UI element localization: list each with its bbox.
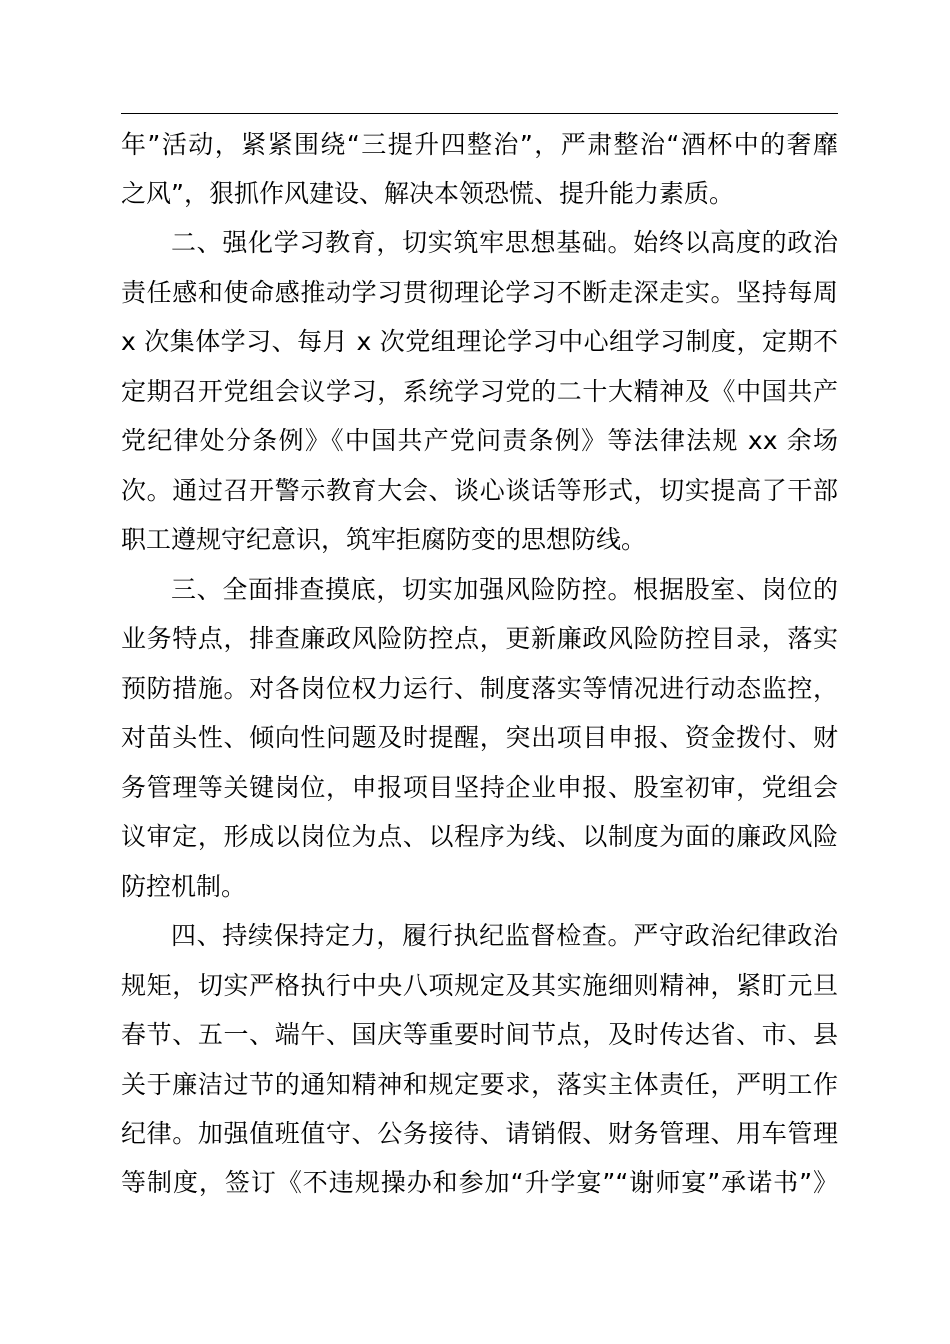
paragraph-4-line-5: 纪律。加强值班值守、公务接待、请销假、财务管理、用车管理 [121, 1119, 838, 1148]
paragraph-2-line-1: 二、强化学习教育，切实筑牢思想基础。始终以高度的政治 [171, 228, 838, 257]
paragraph-3-line-3: 预防措施。对各岗位权力运行、制度落实等情况进行动态监控， [121, 674, 838, 703]
paragraph-1-line-2: 之风”，狠抓作风建设、解决本领恐慌、提升能力素质。 [121, 179, 734, 208]
paragraph-2-line-4: 定期召开党组会议学习，系统学习党的二十大精神及《中国共产 [121, 377, 838, 406]
paragraph-3-line-5: 务管理等关键岗位，申报项目坚持企业申报、股室初审，党组会 [121, 773, 838, 802]
paragraph-4-line-4: 关于廉洁过节的通知精神和规定要求，落实主体责任，严明工作 [121, 1070, 838, 1099]
paragraph-3-line-6: 议审定，形成以岗位为点、以程序为线、以制度为面的廉政风险 [121, 822, 838, 851]
paragraph-4-line-3: 春节、五一、端午、国庆等重要时间节点，及时传达省、市、县 [121, 1020, 838, 1049]
paragraph-2-line-7: 职工遵规守纪意识，筑牢拒腐防变的思想防线。 [121, 525, 647, 554]
paragraph-2-line-2: 责任感和使命感推动学习贯彻理论学习不断走深走实。坚持每周 [121, 278, 838, 307]
paragraph-4-line-1: 四、持续保持定力，履行执纪监督检查。严守政治纪律政治 [171, 921, 838, 950]
paragraph-4-line-2: 规矩，切实严格执行中央八项规定及其实施细则精神，紧盯元旦 [121, 971, 838, 1000]
paragraph-4-line-6: 等制度，签订《不违规操办和参加“升学宴”“谢师宴”承诺书”》 [121, 1168, 838, 1197]
paragraph-3-line-4: 对苗头性、倾向性问题及时提醒，突出项目申报、资金拨付、财 [121, 723, 838, 752]
paragraph-2-line-6: 次。通过召开警示教育大会、谈心谈话等形式，切实提高了干部 [121, 476, 838, 505]
paragraph-1-line-1: 年”活动，紧紧围绕“三提升四整治”，严肃整治“酒杯中的奢靡 [121, 130, 838, 159]
header-rule [121, 113, 838, 114]
paragraph-2-line-5: 党纪律处分条例》《中国共产党问责条例》等法律法规 xx 余场 [121, 426, 838, 455]
paragraph-2-line-3: x 次集体学习、每月 x 次党组理论学习中心组学习制度，定期不 [121, 327, 838, 356]
paragraph-3-line-1: 三、全面排查摸底，切实加强风险防控。根据股室、岗位的 [171, 575, 838, 604]
paragraph-3-line-7: 防控机制。 [121, 872, 247, 901]
paragraph-3-line-2: 业务特点，排查廉政风险防控点，更新廉政风险防控目录，落实 [121, 624, 838, 653]
